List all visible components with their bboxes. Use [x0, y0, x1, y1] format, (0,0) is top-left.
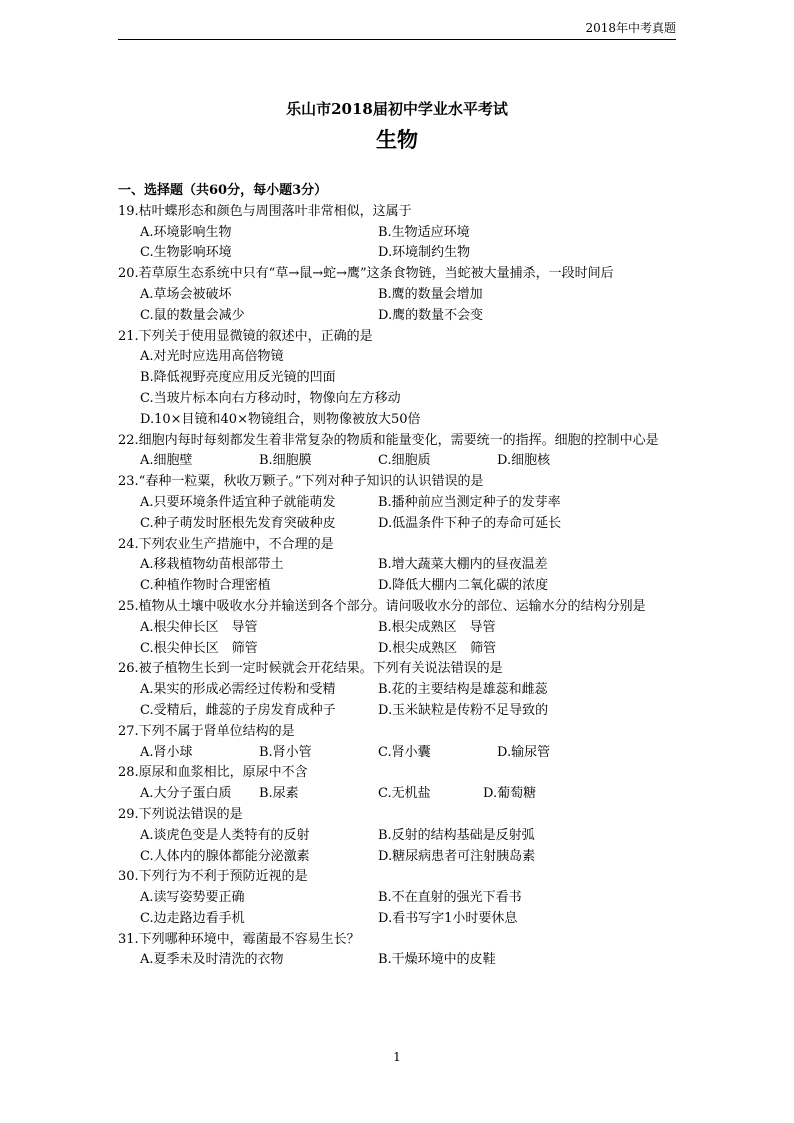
page-number: 1 [393, 1050, 401, 1064]
option-c: C.人体内的腺体都能分泌激素 [140, 848, 310, 864]
option-c: C.当玻片标本向右方移动时，物像向左方移动 [140, 390, 401, 406]
option-group [118, 784, 678, 805]
question-item [118, 659, 678, 721]
question-stem: 24.下列农业生产措施中，不合理的是 [118, 536, 334, 552]
exam-subject: 生物 [376, 127, 418, 152]
option-b: B.不在直射的强光下看书 [378, 890, 522, 906]
option-a: A.根尖伸长区 导管 [140, 619, 258, 635]
option-group [118, 743, 678, 764]
question-item [118, 805, 678, 867]
option-c: C.根尖伸长区 筛管 [140, 640, 258, 656]
option-d: D.看书写字1小时要休息 [378, 910, 518, 926]
option-b: B.肾小管 [259, 744, 312, 760]
option-group [118, 680, 678, 722]
question-stem: 21.下列关于使用显微镜的叙述中，正确的是 [118, 328, 373, 344]
header-text: 2018年中考真题 [585, 21, 676, 35]
question-stem: 22.细胞内每时每刻都发生着非常复杂的物质和能量变化，需要统一的指挥。细胞的控制中心是 [118, 432, 659, 448]
option-c: C.种子萌发时胚根先发育突破种皮 [140, 515, 336, 531]
option-b: B.鹰的数量会增加 [378, 286, 483, 302]
question-item [118, 264, 678, 326]
option-group [118, 493, 678, 535]
option-d: D.环境制约生物 [378, 245, 471, 261]
option-group [118, 223, 678, 265]
option-b: B.细胞膜 [259, 453, 312, 469]
question-item [118, 597, 678, 659]
question-item [118, 327, 678, 431]
option-a: A.移栽植物幼苗根部带土 [140, 557, 284, 573]
question-stem: 25.植物从土壤中吸收水分并输送到各个部分。请问吸收水分的部位、运输水分的结构分别是 [118, 598, 646, 614]
option-a: A.细胞壁 [140, 453, 193, 469]
option-b: B.干燥环境中的皮鞋 [378, 952, 496, 968]
option-d: D.10×目镜和40×物镜组合，则物像被放大50倍 [140, 411, 421, 427]
option-c: C.肾小囊 [378, 744, 431, 760]
option-group [118, 555, 678, 597]
option-group [118, 826, 678, 868]
option-b: B.花的主要结构是雄蕊和雌蕊 [378, 682, 548, 698]
question-stem: 26.被子植物生长到一定时候就会开花结果。下列有关说法错误的是 [118, 661, 503, 677]
option-d: D.降低大棚内二氧化碳的浓度 [378, 578, 549, 594]
section-title: 一、选择题（共60分，每小题3分） [118, 183, 328, 198]
option-b: B.增大蔬菜大棚内的昼夜温差 [378, 557, 548, 573]
option-c: C.种植作物时合理密植 [140, 578, 271, 594]
option-c: C.细胞质 [378, 453, 431, 469]
question-stem: 20.若草原生态系统中只有“草→鼠→蛇→鹰”这条食物链，当蛇被大量捕杀，一段时间后 [118, 266, 614, 282]
question-list [118, 181, 678, 971]
option-b: B.播种前应当测定种子的发芽率 [378, 494, 561, 510]
question-item [118, 867, 678, 929]
option-a: A.只要环境条件适宜种子就能萌发 [140, 494, 336, 510]
option-a: A.谈虎色变是人类特有的反射 [140, 827, 310, 843]
option-c: C.无机盐 [378, 786, 431, 802]
option-c: C.受精后，雌蕊的子房发育成种子 [140, 702, 336, 718]
option-group [118, 285, 678, 327]
option-b: B.根尖成熟区 导管 [378, 619, 496, 635]
option-d: D.葡萄糖 [483, 786, 537, 802]
option-a: A.环境影响生物 [140, 224, 232, 240]
option-d: D.鹰的数量不会变 [378, 307, 484, 323]
question-item [118, 431, 678, 473]
question-stem: 30.下列行为不利于预防近视的是 [118, 869, 308, 885]
option-group [118, 950, 678, 971]
question-item [118, 930, 678, 972]
question-item [118, 472, 678, 534]
question-item [118, 722, 678, 764]
question-stem: 28.原尿和血浆相比，原尿中不含 [118, 765, 308, 781]
option-d: D.糖尿病患者可注射胰岛素 [378, 848, 536, 864]
option-a: A.读写姿势要正确 [140, 890, 245, 906]
question-stem: 23.“春种一粒粟，秋收万颗子。”下列对种子知识的认识错误的是 [118, 474, 484, 490]
question-stem: 19.枯叶蝶形态和颜色与周围落叶非常相似，这属于 [118, 203, 412, 219]
question-stem: 27.下列不属于肾单位结构的是 [118, 723, 295, 739]
option-b: B.降低视野亮度应用反光镜的凹面 [140, 370, 336, 386]
option-a: A.肾小球 [140, 744, 193, 760]
option-d: D.根尖成熟区 筛管 [378, 640, 497, 656]
option-d: D.细胞核 [497, 453, 551, 469]
option-a: A.对光时应选用高倍物镜 [140, 349, 284, 365]
option-b: B.生物适应环境 [378, 224, 470, 240]
option-group [118, 618, 678, 660]
option-c: C.边走路边看手机 [140, 910, 245, 926]
question-stem: 31.下列哪种环境中，霉菌最不容易生长？ [118, 931, 360, 947]
option-d: D.玉米缺粒是传粉不足导致的 [378, 702, 549, 718]
option-group [118, 347, 678, 430]
question-item [118, 202, 678, 264]
header-rule [118, 39, 676, 40]
option-a: A.大分子蛋白质 [140, 786, 232, 802]
question-stem: 29.下列说法错误的是 [118, 806, 243, 822]
option-c: C.生物影响环境 [140, 245, 232, 261]
option-d: D.输尿管 [497, 744, 551, 760]
option-b: B.反射的结构基础是反射弧 [378, 827, 535, 843]
option-a: A.夏季未及时清洗的衣物 [140, 952, 284, 968]
option-d: D.低温条件下种子的寿命可延长 [378, 515, 562, 531]
option-c: C.鼠的数量会减少 [140, 307, 245, 323]
option-b: B.尿素 [259, 786, 299, 802]
option-group [118, 451, 678, 472]
question-item [118, 763, 678, 805]
option-a: A.草场会被破坏 [140, 286, 232, 302]
option-group [118, 888, 678, 930]
exam-title: 乐山市2018届初中学业水平考试 [286, 100, 508, 118]
option-a: A.果实的形成必需经过传粉和受精 [140, 682, 336, 698]
question-item [118, 535, 678, 597]
